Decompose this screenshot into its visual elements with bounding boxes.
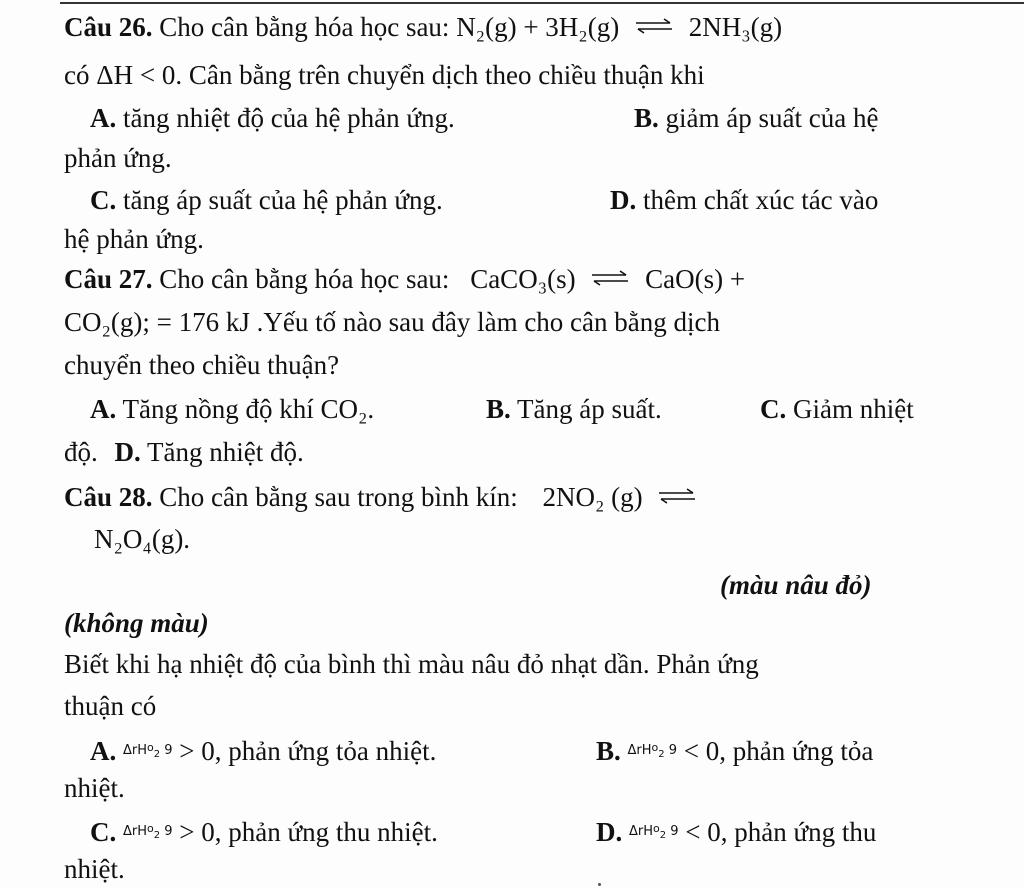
q28-color-note-right — [720, 568, 1024, 602]
q28-line-1 — [64, 480, 1024, 514]
q28-option-b-label: B. — [596, 736, 621, 766]
q28-option-d-cont: nhiệt. — [64, 854, 125, 884]
q27-label: Câu 27. — [64, 264, 153, 294]
top-rule — [60, 2, 1024, 4]
q27-option-c-text: Giảm nhiệt — [793, 394, 914, 424]
q28-option-b-cont: nhiệt. — [64, 773, 125, 803]
equilibrium-arrows-icon — [657, 488, 697, 504]
q26-label: Câu 26. — [64, 12, 153, 42]
q28-dh-symbol-b: ΔrH$^o_2$ 9 — [627, 741, 678, 760]
q27-option-d-label: D. — [114, 437, 141, 467]
q26-option-a-text: tăng nhiệt độ của hệ phản ứng. — [123, 103, 455, 133]
q27-option-a-label: A. — [90, 394, 117, 424]
speck-decoration — [598, 883, 601, 886]
q26-option-b-label: B. — [634, 103, 659, 133]
equilibrium-arrows-icon — [634, 18, 674, 34]
q28-label: Câu 28. — [64, 482, 153, 512]
q27-option-d-text: Tăng nhiệt độ. — [147, 437, 304, 467]
q27-option-c-cont: độ. — [64, 437, 98, 467]
q28-option-d-label: D. — [596, 817, 623, 847]
q26-equation-lhs: N₂(g) + 3H₂(g) — [456, 12, 620, 42]
q26-option-d-label: D. — [610, 185, 637, 215]
q28-dh-symbol-a: ΔrH$^o_2$ 9 — [123, 741, 173, 760]
q27-equation-rhs: CaO(s) + — [645, 264, 746, 294]
q27-option-b-text: Tăng áp suất. — [517, 394, 662, 424]
q27-equation-lhs: CaCO₃(s) — [470, 264, 576, 294]
equilibrium-arrows-icon — [590, 270, 630, 286]
q26-option-d-cont: hệ phản ứng. — [64, 224, 204, 254]
q28-color-note-left — [64, 606, 1024, 640]
q27-line-3: chuyển theo chiều thuận? — [64, 350, 340, 380]
q26-option-c-label: C. — [90, 185, 117, 215]
q28-equation-rhs: N₂O₄(g). — [94, 524, 191, 554]
q26-option-b-text: giảm áp suất của hệ — [665, 103, 879, 133]
q27-line-5 — [64, 435, 1024, 469]
q27-line-2: CO₂(g); = 176 kJ .Yếu tố nào sau đây làm cho cân bằng dịch — [64, 307, 720, 337]
q26-option-a-label: A. — [90, 103, 117, 133]
q26-option-c-text: tăng áp suất của hệ phản ứng. — [123, 185, 443, 215]
q27-line-1 — [64, 262, 1024, 296]
q28-dh-symbol-d: ΔrH$^o_2$ 9 — [629, 822, 679, 841]
q28-color-note-right-text: (màu nâu đỏ) — [720, 570, 872, 600]
q26-equation-rhs: 2NH₃(g) — [688, 12, 783, 42]
q28-option-d-text: < 0, phản ứng thu — [685, 817, 877, 847]
q28-body-line-2: thuận có — [64, 691, 157, 721]
q27-option-c-label: C. — [760, 394, 787, 424]
q26-text: Cho cân bằng hóa học sau: — [159, 12, 450, 42]
q28-options-ab — [90, 731, 1024, 768]
q28-option-c-text: > 0, phản ứng thu nhiệt. — [179, 817, 438, 847]
q27-option-a-text: Tăng nồng độ khí CO₂. — [122, 394, 375, 424]
q28-dh-symbol-c: ΔrH$^o_2$ 9 — [123, 822, 173, 841]
q26-option-b-cont: phản ứng. — [64, 143, 172, 173]
q27-text: Cho cân bằng hóa học sau: — [159, 264, 450, 294]
q27-option-b-label: B. — [486, 394, 511, 424]
q28-text: Cho cân bằng sau trong bình kín: — [159, 482, 518, 512]
q26-line-1 — [64, 10, 1024, 44]
q27-options-abc — [90, 392, 1024, 426]
q28-option-a-text: > 0, phản ứng tỏa nhiệt. — [179, 736, 437, 766]
q28-option-b-text: < 0, phản ứng tỏa — [683, 736, 874, 766]
q28-body-line-1: Biết khi hạ nhiệt độ của bình thì màu nâu đỏ nhạt dần. Phản ứng — [64, 649, 759, 679]
q26-line-2: có ΔH < 0. Cân bằng trên chuyển dịch theo chiều thuận khi — [64, 60, 705, 90]
q26-options-cd — [90, 183, 1024, 217]
q26-options-ab — [90, 101, 1024, 135]
q28-equation-lhs: 2NO₂ (g) — [542, 482, 643, 512]
q28-option-a-label: A. — [90, 736, 117, 766]
q28-option-c-label: C. — [90, 817, 117, 847]
q26-option-d-text: thêm chất xúc tác vào — [643, 185, 879, 215]
q28-color-note-left-text: (không màu) — [64, 608, 209, 638]
q28-options-cd — [90, 812, 1024, 849]
